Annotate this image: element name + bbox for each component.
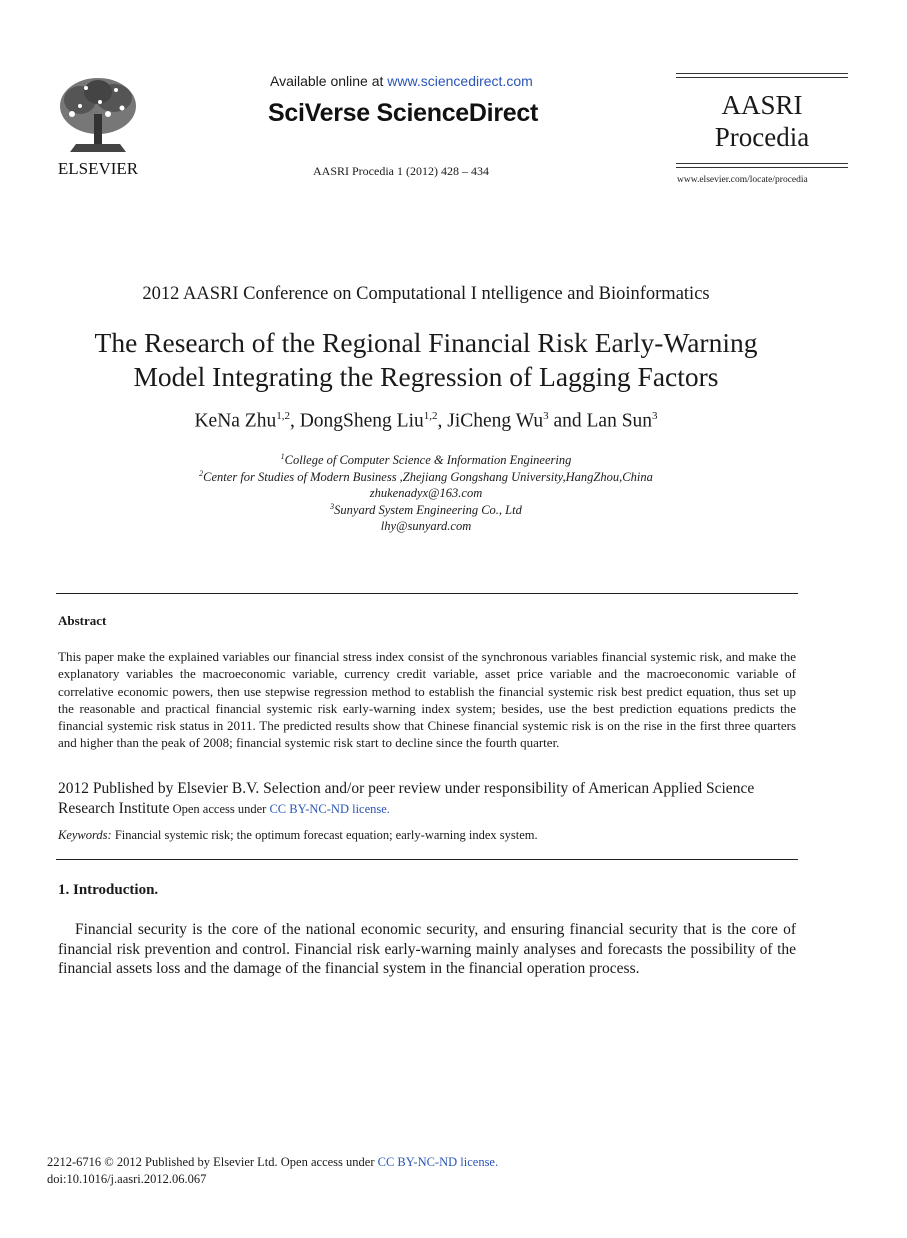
available-online-label: Available online at — [270, 73, 388, 89]
section-divider — [56, 593, 798, 594]
conference-name: 2012 AASRI Conference on Computational I ntelligence and Bioinformatics — [142, 284, 710, 304]
author-name: Lan Sun — [586, 410, 653, 432]
doi[interactable]: doi:10.1016/j.aasri.2012.06.067 — [47, 1172, 207, 1186]
footer-license-link[interactable]: CC BY-NC-ND license. — [377, 1155, 499, 1169]
author-name: JiCheng Wu — [447, 410, 544, 432]
paper-title-line1: The Research of the Regional Financial Risk Early-Warning — [94, 327, 758, 358]
elsevier-tree-icon — [50, 74, 146, 178]
author-name: KeNa Zhu — [194, 410, 277, 432]
publication-notice — [58, 779, 798, 819]
affiliation-text: Center for Studies of Modern Business ,Zhejiang Gongshang University,HangZhou,China — [203, 470, 653, 485]
intro-paragraph: Financial security is the core of the national economic security, and ensuring financial security that is the core of financial risk prevention and control. Financial risk early-warning mainly analyses and forecasts the possibility of the financial assets loss and the damage of the financial system in the financial operation process. — [58, 921, 796, 977]
journal-name — [676, 89, 848, 153]
author-list — [0, 410, 852, 433]
masthead-rule — [676, 163, 848, 164]
elsevier-logo — [50, 74, 146, 178]
masthead-rule — [676, 73, 848, 74]
copyright-text: 2212-6716 © 2012 Published by Elsevier Ltd. Open access under — [47, 1155, 378, 1169]
open-access-label: Open access under — [169, 802, 270, 816]
journal-name-line2: Procedia — [714, 122, 810, 152]
author-affiliation-mark: 3 — [543, 410, 549, 422]
publication-statement: 2012 Published by Elsevier B.V. Selection and/or peer review under responsibility of American Applied Science Research Institute — [58, 780, 755, 817]
affiliation-2 — [0, 469, 852, 485]
sciencedirect-link[interactable]: www.sciencedirect.com — [387, 73, 533, 89]
author-email: lhy@sunyard.com — [380, 519, 472, 533]
paper-title — [60, 326, 792, 394]
platform-logo: SciVerse ScienceDirect — [268, 99, 538, 127]
available-online — [270, 73, 533, 89]
affiliation-text: College of Computer Science & Information Engineering — [284, 453, 572, 468]
keywords — [58, 828, 798, 843]
affiliation-mark: 2 — [199, 469, 204, 478]
journal-name-line1: AASRI — [721, 90, 803, 120]
journal-citation: AASRI Procedia 1 (2012) 428 – 434 — [313, 164, 489, 178]
author-name: DongSheng Liu — [299, 410, 424, 432]
license-link[interactable]: CC BY-NC-ND license. — [269, 802, 390, 816]
author-affiliation-mark: 3 — [652, 410, 658, 422]
keywords-label: Keywords: — [58, 828, 112, 842]
section-divider — [56, 859, 798, 860]
author-affiliation-mark: 1,2 — [276, 410, 290, 422]
masthead-rule — [676, 167, 848, 168]
affiliation-text: Sunyard System Engineering Co., Ltd — [334, 503, 522, 518]
author-affiliation-mark: 1,2 — [423, 410, 438, 422]
abstract-body: This paper make the explained variables our financial stress index consist of the synchronous variables financial systemic risk, and make the explanatory variables the macroeconomic variable, currency credit variable, asset price variable and the macroeconomic variable of correlative economic powers, then use stepwise regression method to establish the financial systemic risk best predict equation, thus set up the reasonable and practical financial systemic risk early-warning index system; besides, use the best prediction equations predicts the financial systemic risk status in 2011. The predicted results show that Chinese financial systemic risk is on the rise in the first three quarters and higher than the peak of 2008; financial systemic risk start to decline since the fourth quarter. — [58, 649, 796, 751]
journal-url[interactable]: www.elsevier.com/locate/procedia — [677, 175, 808, 185]
keywords-text: Financial systemic risk; the optimum forecast equation; early-warning index system. — [111, 828, 538, 842]
abstract-heading: Abstract — [58, 613, 107, 628]
paper-title-line2: Model Integrating the Regression of Lagging Factors — [133, 361, 719, 392]
section-heading: 1. Introduction. — [58, 882, 159, 898]
journal-masthead — [676, 73, 848, 171]
affiliation-3 — [0, 502, 852, 518]
masthead-rule — [676, 77, 848, 78]
affiliation-mark: 1 — [280, 452, 285, 461]
publisher-logo-text: ELSEVIER — [57, 159, 139, 178]
author-separator: , — [289, 410, 300, 432]
copyright-line — [47, 1155, 498, 1170]
author-separator: and — [548, 410, 587, 432]
affiliation-1 — [0, 452, 852, 468]
author-separator: , — [437, 410, 448, 432]
author-email: zhukenadyx@163.com — [369, 486, 483, 500]
affiliation-mark: 3 — [330, 502, 335, 511]
